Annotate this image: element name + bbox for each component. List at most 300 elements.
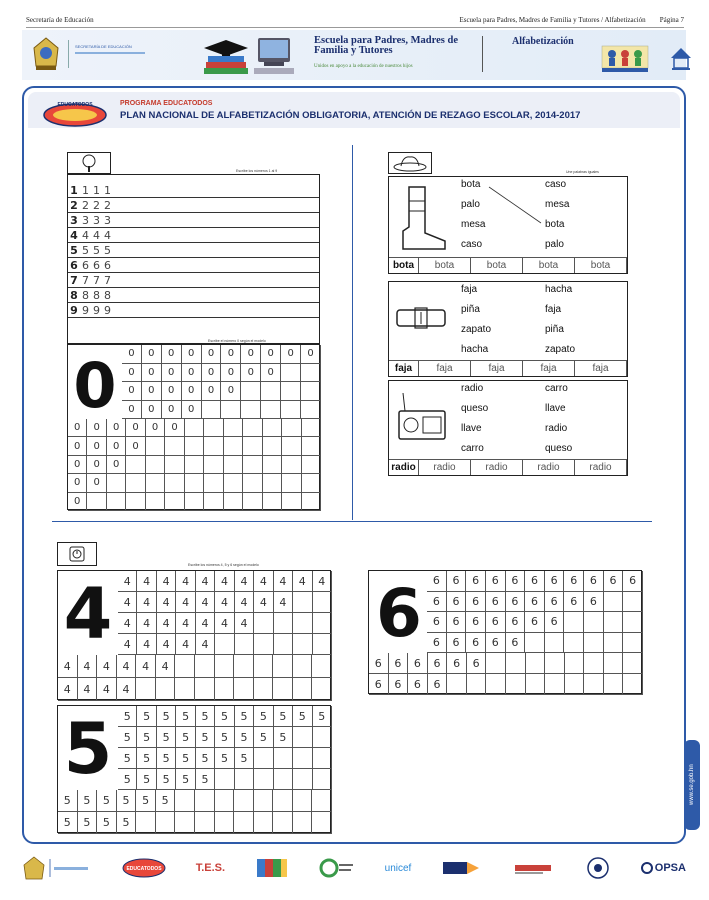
empty-writing-cell[interactable]	[545, 674, 565, 695]
empty-writing-cell[interactable]	[564, 633, 584, 654]
traced-digit-cell[interactable]: 6	[466, 592, 486, 613]
traced-digit-cell[interactable]: 5	[117, 812, 137, 834]
empty-writing-cell[interactable]	[486, 653, 506, 674]
traced-digit-cell[interactable]: 6	[486, 633, 506, 654]
empty-writing-cell[interactable]	[313, 592, 332, 613]
traced-digit-cell[interactable]: 6	[506, 612, 526, 633]
empty-writing-cell[interactable]	[87, 493, 106, 511]
empty-writing-cell[interactable]	[584, 653, 604, 674]
empty-writing-cell[interactable]	[293, 812, 313, 834]
empty-writing-cell[interactable]	[604, 653, 624, 674]
empty-writing-cell[interactable]	[195, 678, 215, 701]
empty-writing-cell[interactable]	[506, 653, 526, 674]
empty-writing-cell[interactable]	[312, 790, 332, 812]
traced-digit-cell[interactable]: 5	[157, 727, 176, 748]
word-right[interactable]: llave	[545, 403, 566, 414]
empty-writing-cell[interactable]	[195, 812, 215, 834]
empty-writing-cell[interactable]	[126, 474, 145, 492]
traced-digit-cell[interactable]: 0	[182, 382, 202, 401]
word-left[interactable]: llave	[461, 423, 482, 434]
traced-digit-cell[interactable]: 4	[78, 678, 98, 701]
traced-digit-cell[interactable]: 0	[107, 456, 126, 474]
empty-writing-cell[interactable]	[623, 633, 643, 654]
traced-digit-cell[interactable]: 4	[137, 592, 156, 613]
traced-digit-cell[interactable]: 0	[146, 419, 165, 437]
traced-digit-cell[interactable]: 0	[202, 345, 222, 364]
traced-digit-cell[interactable]: 6	[545, 592, 565, 613]
word-model[interactable]: faja	[389, 360, 419, 376]
traced-digit-cell[interactable]: 0	[162, 401, 182, 420]
empty-writing-cell[interactable]	[126, 456, 145, 474]
empty-writing-cell[interactable]	[204, 419, 223, 437]
traced-digit-cell[interactable]: 4	[176, 634, 195, 655]
traced-digit-cell[interactable]: 6	[604, 571, 624, 592]
traced-digit-cell[interactable]: 0	[241, 364, 261, 383]
traced-digit-cell[interactable]: 6	[447, 633, 467, 654]
word-trace[interactable]: faja	[523, 360, 575, 376]
traced-digit-cell[interactable]: 0	[162, 364, 182, 383]
word-trace[interactable]: radio	[523, 459, 575, 475]
word-right[interactable]: caso	[545, 179, 567, 190]
empty-writing-cell[interactable]	[165, 456, 184, 474]
empty-writing-cell[interactable]	[604, 633, 624, 654]
traced-digit-cell[interactable]: 4	[97, 655, 117, 678]
empty-writing-cell[interactable]	[604, 674, 624, 695]
traced-digit-cell[interactable]: 4	[274, 592, 293, 613]
empty-writing-cell[interactable]	[126, 493, 145, 511]
empty-writing-cell[interactable]	[274, 769, 293, 790]
word-model[interactable]: bota	[389, 257, 419, 273]
traced-digit-cell[interactable]: 6	[427, 592, 447, 613]
empty-writing-cell[interactable]	[224, 437, 243, 455]
empty-writing-cell[interactable]	[221, 401, 241, 420]
empty-writing-cell[interactable]	[156, 678, 176, 701]
traced-digit-cell[interactable]: 5	[176, 748, 195, 769]
traced-digit-cell[interactable]: 0	[126, 437, 145, 455]
empty-writing-cell[interactable]	[301, 382, 321, 401]
traced-digit-cell[interactable]: 4	[176, 613, 195, 634]
word-right[interactable]: hacha	[545, 284, 573, 295]
empty-writing-cell[interactable]	[185, 419, 204, 437]
empty-writing-cell[interactable]	[241, 401, 261, 420]
empty-writing-cell[interactable]	[146, 456, 165, 474]
empty-writing-cell[interactable]	[175, 678, 195, 701]
traced-digit-cell[interactable]: 4	[58, 655, 78, 678]
traced-digit-cell[interactable]: 4	[215, 613, 234, 634]
traced-digit-cell[interactable]: 0	[202, 382, 222, 401]
traced-digit-cell[interactable]: 4	[136, 655, 156, 678]
empty-writing-cell[interactable]	[302, 437, 321, 455]
empty-writing-cell[interactable]	[254, 655, 274, 678]
word-trace[interactable]: bota	[523, 257, 575, 273]
traced-digit-cell[interactable]: 4	[235, 592, 254, 613]
word-trace[interactable]: radio	[419, 459, 471, 475]
empty-writing-cell[interactable]	[195, 655, 215, 678]
traced-digit-cell[interactable]: 0	[68, 474, 87, 492]
traced-digit-cell[interactable]: 0	[126, 419, 145, 437]
empty-writing-cell[interactable]	[107, 474, 126, 492]
traced-digit-cell[interactable]: 4	[118, 613, 137, 634]
traced-digit-cell[interactable]: 5	[235, 727, 254, 748]
traced-digit-cell[interactable]: 5	[118, 769, 137, 790]
empty-writing-cell[interactable]	[273, 678, 293, 701]
traced-digit-cell[interactable]: 5	[157, 706, 176, 727]
empty-writing-cell[interactable]	[224, 474, 243, 492]
traced-digit-cell[interactable]: 5	[157, 748, 176, 769]
traced-digit-cell[interactable]: 0	[87, 474, 106, 492]
traced-digit-cell[interactable]: 5	[117, 790, 137, 812]
empty-writing-cell[interactable]	[623, 653, 643, 674]
traced-digit-cell[interactable]: 5	[137, 706, 156, 727]
traced-digit-cell[interactable]: 5	[274, 727, 293, 748]
word-right[interactable]: palo	[545, 239, 564, 250]
traced-digit-cell[interactable]: 0	[301, 345, 321, 364]
traced-digit-cell[interactable]: 0	[87, 419, 106, 437]
empty-writing-cell[interactable]	[525, 633, 545, 654]
traced-digit-cell[interactable]: 0	[221, 364, 241, 383]
empty-writing-cell[interactable]	[281, 382, 301, 401]
word-right[interactable]: queso	[545, 443, 573, 454]
traced-digit-cell[interactable]: 5	[215, 706, 234, 727]
empty-writing-cell[interactable]	[313, 748, 332, 769]
traced-digit-cell[interactable]: 5	[293, 706, 312, 727]
empty-writing-cell[interactable]	[565, 653, 585, 674]
empty-writing-cell[interactable]	[165, 474, 184, 492]
traced-digit-cell[interactable]: 0	[162, 382, 182, 401]
empty-writing-cell[interactable]	[312, 655, 332, 678]
traced-digit-cell[interactable]: 5	[137, 748, 156, 769]
empty-writing-cell[interactable]	[281, 364, 301, 383]
traced-digit-cell[interactable]: 0	[68, 456, 87, 474]
empty-writing-cell[interactable]	[313, 769, 332, 790]
empty-writing-cell[interactable]	[506, 674, 526, 695]
traced-digit-cell[interactable]: 0	[221, 382, 241, 401]
empty-writing-cell[interactable]	[623, 612, 643, 633]
empty-writing-cell[interactable]	[263, 437, 282, 455]
empty-writing-cell[interactable]	[175, 790, 195, 812]
empty-writing-cell[interactable]	[565, 674, 585, 695]
traced-digit-cell[interactable]: 0	[68, 437, 87, 455]
traced-digit-cell[interactable]: 6	[486, 571, 506, 592]
traced-digit-cell[interactable]: 5	[176, 769, 195, 790]
empty-writing-cell[interactable]	[263, 493, 282, 511]
traced-digit-cell[interactable]: 4	[235, 613, 254, 634]
traced-digit-cell[interactable]: 6	[564, 592, 584, 613]
traced-digit-cell[interactable]: 5	[313, 706, 332, 727]
traced-digit-cell[interactable]: 0	[162, 345, 182, 364]
empty-writing-cell[interactable]	[274, 748, 293, 769]
empty-writing-cell[interactable]	[235, 634, 254, 655]
traced-digit-cell[interactable]: 6	[506, 633, 526, 654]
traced-digit-cell[interactable]: 6	[584, 571, 604, 592]
traced-digit-cell[interactable]: 6	[389, 653, 409, 674]
traced-digit-cell[interactable]: 5	[215, 727, 234, 748]
traced-digit-cell[interactable]: 6	[447, 592, 467, 613]
traced-digit-cell[interactable]: 4	[97, 678, 117, 701]
traced-digit-cell[interactable]: 0	[165, 419, 184, 437]
empty-writing-cell[interactable]	[526, 653, 546, 674]
empty-writing-cell[interactable]	[281, 401, 301, 420]
traced-digit-cell[interactable]: 6	[584, 592, 604, 613]
traced-digit-cell[interactable]: 4	[157, 613, 176, 634]
traced-digit-cell[interactable]: 6	[525, 592, 545, 613]
empty-writing-cell[interactable]	[215, 790, 235, 812]
traced-digit-cell[interactable]: 4	[235, 571, 254, 592]
traced-digit-cell[interactable]: 0	[68, 419, 87, 437]
traced-digit-cell[interactable]: 6	[389, 674, 409, 695]
traced-digit-cell[interactable]: 0	[87, 437, 106, 455]
traced-digit-cell[interactable]: 0	[107, 437, 126, 455]
word-left[interactable]: mesa	[461, 219, 486, 230]
empty-writing-cell[interactable]	[241, 382, 261, 401]
traced-digit-cell[interactable]: 6	[428, 653, 448, 674]
empty-writing-cell[interactable]	[175, 655, 195, 678]
traced-digit-cell[interactable]: 5	[157, 769, 176, 790]
word-trace[interactable]: radio	[471, 459, 523, 475]
traced-digit-cell[interactable]: 6	[486, 612, 506, 633]
empty-writing-cell[interactable]	[584, 674, 604, 695]
traced-digit-cell[interactable]: 4	[157, 592, 176, 613]
traced-digit-cell[interactable]: 0	[241, 345, 261, 364]
traced-digit-cell[interactable]: 4	[118, 592, 137, 613]
traced-digit-cell[interactable]: 0	[261, 345, 281, 364]
traced-digit-cell[interactable]: 4	[196, 613, 215, 634]
traced-digit-cell[interactable]: 0	[221, 345, 241, 364]
traced-digit-cell[interactable]: 4	[137, 634, 156, 655]
traced-digit-cell[interactable]: 5	[176, 706, 195, 727]
traced-digit-cell[interactable]: 6	[427, 571, 447, 592]
traced-digit-cell[interactable]: 6	[623, 571, 643, 592]
traced-digit-cell[interactable]: 4	[176, 571, 195, 592]
empty-writing-cell[interactable]	[282, 456, 301, 474]
traced-digit-cell[interactable]: 6	[466, 571, 486, 592]
traced-digit-cell[interactable]: 6	[369, 653, 389, 674]
empty-writing-cell[interactable]	[254, 812, 274, 834]
traced-digit-cell[interactable]: 6	[525, 571, 545, 592]
word-trace[interactable]: bota	[419, 257, 471, 273]
traced-digit-cell[interactable]: 0	[122, 382, 142, 401]
empty-writing-cell[interactable]	[312, 678, 332, 701]
traced-digit-cell[interactable]: 4	[137, 613, 156, 634]
empty-writing-cell[interactable]	[185, 493, 204, 511]
traced-digit-cell[interactable]: 6	[564, 571, 584, 592]
word-left[interactable]: bota	[461, 179, 481, 190]
empty-writing-cell[interactable]	[234, 790, 254, 812]
word-left[interactable]: piña	[461, 304, 480, 315]
traced-digit-cell[interactable]: 4	[274, 571, 293, 592]
traced-digit-cell[interactable]: 5	[156, 790, 176, 812]
empty-writing-cell[interactable]	[545, 633, 565, 654]
traced-digit-cell[interactable]: 0	[202, 364, 222, 383]
word-left[interactable]: carro	[461, 443, 484, 454]
traced-digit-cell[interactable]: 4	[254, 571, 273, 592]
empty-writing-cell[interactable]	[235, 769, 254, 790]
traced-digit-cell[interactable]: 6	[466, 612, 486, 633]
traced-digit-cell[interactable]: 0	[182, 364, 202, 383]
word-model[interactable]: radio	[389, 459, 419, 475]
traced-digit-cell[interactable]: 5	[274, 706, 293, 727]
empty-writing-cell[interactable]	[234, 678, 254, 701]
empty-writing-cell[interactable]	[293, 613, 312, 634]
empty-writing-cell[interactable]	[293, 634, 312, 655]
word-right[interactable]: zapato	[545, 344, 576, 355]
traced-digit-cell[interactable]: 6	[486, 592, 506, 613]
traced-digit-cell[interactable]: 4	[118, 634, 137, 655]
traced-digit-cell[interactable]: 0	[68, 493, 87, 511]
empty-writing-cell[interactable]	[215, 769, 234, 790]
traced-digit-cell[interactable]: 5	[136, 790, 156, 812]
empty-writing-cell[interactable]	[282, 419, 301, 437]
traced-digit-cell[interactable]: 0	[281, 345, 301, 364]
empty-writing-cell[interactable]	[293, 748, 312, 769]
traced-digit-cell[interactable]: 5	[78, 812, 98, 834]
traced-digit-cell[interactable]: 6	[466, 633, 486, 654]
empty-writing-cell[interactable]	[273, 655, 293, 678]
traced-digit-cell[interactable]: 6	[467, 653, 487, 674]
empty-writing-cell[interactable]	[215, 655, 235, 678]
traced-digit-cell[interactable]: 5	[118, 748, 137, 769]
empty-writing-cell[interactable]	[204, 437, 223, 455]
empty-writing-cell[interactable]	[204, 474, 223, 492]
traced-digit-cell[interactable]: 4	[118, 571, 137, 592]
empty-writing-cell[interactable]	[107, 493, 126, 511]
empty-writing-cell[interactable]	[302, 456, 321, 474]
traced-digit-cell[interactable]: 5	[137, 727, 156, 748]
empty-writing-cell[interactable]	[165, 493, 184, 511]
word-right[interactable]: piña	[545, 324, 564, 335]
empty-writing-cell[interactable]	[243, 456, 262, 474]
traced-digit-cell[interactable]: 5	[97, 812, 117, 834]
empty-writing-cell[interactable]	[623, 674, 643, 695]
empty-writing-cell[interactable]	[261, 401, 281, 420]
empty-writing-cell[interactable]	[215, 678, 235, 701]
empty-writing-cell[interactable]	[202, 401, 222, 420]
word-right[interactable]: mesa	[545, 199, 570, 210]
traced-digit-cell[interactable]: 0	[182, 345, 202, 364]
empty-writing-cell[interactable]	[224, 419, 243, 437]
traced-digit-cell[interactable]: 0	[182, 401, 202, 420]
empty-writing-cell[interactable]	[146, 437, 165, 455]
empty-writing-cell[interactable]	[263, 456, 282, 474]
traced-digit-cell[interactable]: 0	[122, 401, 142, 420]
word-trace[interactable]: bota	[471, 257, 523, 273]
traced-digit-cell[interactable]: 4	[176, 592, 195, 613]
empty-writing-cell[interactable]	[156, 812, 176, 834]
empty-writing-cell[interactable]	[302, 419, 321, 437]
empty-writing-cell[interactable]	[204, 456, 223, 474]
traced-digit-cell[interactable]: 5	[196, 748, 215, 769]
empty-writing-cell[interactable]	[293, 790, 313, 812]
traced-digit-cell[interactable]: 4	[293, 571, 312, 592]
empty-writing-cell[interactable]	[293, 592, 312, 613]
word-left[interactable]: palo	[461, 199, 480, 210]
word-trace[interactable]: faja	[419, 360, 471, 376]
empty-writing-cell[interactable]	[254, 634, 273, 655]
empty-writing-cell[interactable]	[312, 812, 332, 834]
empty-writing-cell[interactable]	[204, 493, 223, 511]
empty-writing-cell[interactable]	[313, 613, 332, 634]
empty-writing-cell[interactable]	[254, 678, 274, 701]
traced-digit-cell[interactable]: 5	[196, 727, 215, 748]
traced-digit-cell[interactable]: 4	[254, 592, 273, 613]
empty-writing-cell[interactable]	[273, 790, 293, 812]
traced-digit-cell[interactable]: 6	[427, 612, 447, 633]
empty-writing-cell[interactable]	[301, 364, 321, 383]
traced-digit-cell[interactable]: 0	[122, 345, 142, 364]
empty-writing-cell[interactable]	[467, 674, 487, 695]
traced-digit-cell[interactable]: 5	[254, 727, 273, 748]
empty-writing-cell[interactable]	[302, 493, 321, 511]
word-right[interactable]: carro	[545, 383, 568, 394]
traced-digit-cell[interactable]: 6	[447, 653, 467, 674]
empty-writing-cell[interactable]	[274, 634, 293, 655]
traced-digit-cell[interactable]: 0	[87, 456, 106, 474]
traced-digit-cell[interactable]: 5	[58, 812, 78, 834]
traced-digit-cell[interactable]: 4	[313, 571, 332, 592]
empty-writing-cell[interactable]	[486, 674, 506, 695]
empty-writing-cell[interactable]	[282, 437, 301, 455]
empty-writing-cell[interactable]	[604, 612, 624, 633]
traced-digit-cell[interactable]: 6	[427, 633, 447, 654]
word-left[interactable]: queso	[461, 403, 489, 414]
empty-writing-cell[interactable]	[243, 437, 262, 455]
traced-digit-cell[interactable]: 6	[408, 674, 428, 695]
empty-writing-cell[interactable]	[302, 474, 321, 492]
word-left[interactable]: caso	[461, 239, 483, 250]
word-trace[interactable]: faja	[575, 360, 627, 376]
word-left[interactable]: hacha	[461, 344, 489, 355]
traced-digit-cell[interactable]: 6	[545, 612, 565, 633]
empty-writing-cell[interactable]	[293, 727, 312, 748]
empty-writing-cell[interactable]	[146, 493, 165, 511]
empty-writing-cell[interactable]	[263, 474, 282, 492]
traced-digit-cell[interactable]: 5	[97, 790, 117, 812]
empty-writing-cell[interactable]	[263, 419, 282, 437]
empty-writing-cell[interactable]	[274, 613, 293, 634]
word-left[interactable]: faja	[461, 284, 478, 295]
traced-digit-cell[interactable]: 4	[58, 678, 78, 701]
empty-writing-cell[interactable]	[526, 674, 546, 695]
empty-writing-cell[interactable]	[195, 790, 215, 812]
traced-digit-cell[interactable]: 5	[78, 790, 98, 812]
empty-writing-cell[interactable]	[293, 655, 313, 678]
empty-writing-cell[interactable]	[215, 812, 235, 834]
empty-writing-cell[interactable]	[215, 634, 234, 655]
empty-writing-cell[interactable]	[313, 634, 332, 655]
traced-digit-cell[interactable]: 6	[506, 571, 526, 592]
traced-digit-cell[interactable]: 4	[117, 655, 137, 678]
traced-digit-cell[interactable]: 4	[117, 678, 137, 701]
traced-digit-cell[interactable]: 0	[107, 419, 126, 437]
empty-writing-cell[interactable]	[254, 613, 273, 634]
traced-digit-cell[interactable]: 6	[447, 612, 467, 633]
traced-digit-cell[interactable]: 4	[157, 571, 176, 592]
traced-digit-cell[interactable]: 5	[118, 727, 137, 748]
traced-digit-cell[interactable]: 5	[196, 769, 215, 790]
empty-writing-cell[interactable]	[301, 401, 321, 420]
traced-digit-cell[interactable]: 4	[196, 592, 215, 613]
traced-digit-cell[interactable]: 4	[137, 571, 156, 592]
traced-digit-cell[interactable]: 0	[122, 364, 142, 383]
traced-digit-cell[interactable]: 4	[196, 634, 215, 655]
traced-digit-cell[interactable]: 5	[235, 748, 254, 769]
traced-digit-cell[interactable]: 0	[261, 364, 281, 383]
empty-writing-cell[interactable]	[243, 474, 262, 492]
word-trace[interactable]: bota	[575, 257, 627, 273]
traced-digit-cell[interactable]: 5	[176, 727, 195, 748]
empty-writing-cell[interactable]	[146, 474, 165, 492]
empty-writing-cell[interactable]	[175, 812, 195, 834]
